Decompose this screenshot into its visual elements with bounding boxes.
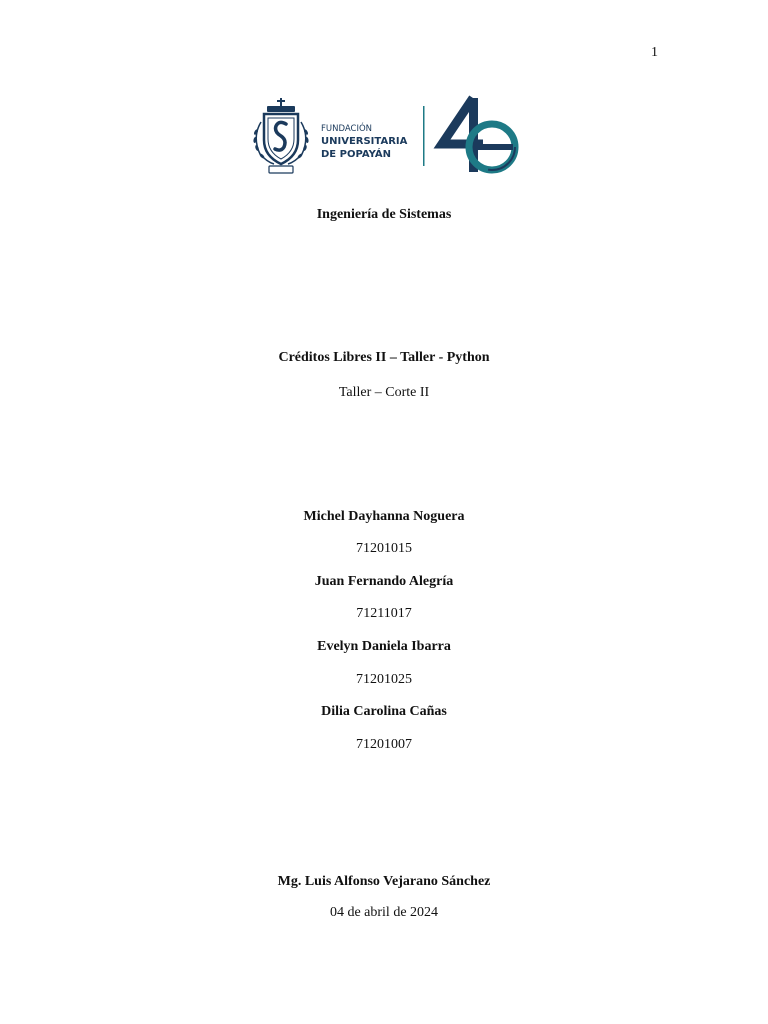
logo-divider bbox=[423, 106, 425, 166]
logo-name-line3: DE POPAYÁN bbox=[321, 149, 392, 160]
author-name: Michel Dayhanna Noguera bbox=[303, 509, 465, 524]
author-id: 71201025 bbox=[356, 672, 412, 687]
course-title: Créditos Libres II – Taller - Python bbox=[278, 350, 490, 365]
program-name: Ingeniería de Sistemas bbox=[316, 207, 452, 222]
university-logo bbox=[247, 92, 522, 180]
author-name: Dilia Carolina Cañas bbox=[321, 704, 447, 719]
author-id: 71201007 bbox=[356, 737, 412, 752]
author-id: 71201015 bbox=[356, 541, 412, 556]
author-id: 71211017 bbox=[356, 606, 412, 621]
workshop-subtitle: Taller – Corte II bbox=[338, 385, 430, 400]
author-name: Evelyn Daniela Ibarra bbox=[317, 639, 451, 654]
anniversary-40-icon bbox=[442, 98, 515, 172]
university-seal-icon bbox=[253, 98, 309, 173]
professor-name: Mg. Luis Alfonso Vejarano Sánchez bbox=[277, 874, 491, 889]
page-number: 1 bbox=[651, 45, 658, 60]
logo-name-line2: UNIVERSITARIA bbox=[321, 136, 408, 147]
document-date: 04 de abril de 2024 bbox=[329, 905, 439, 920]
logo-name-line1: FUNDACIÓN bbox=[321, 124, 373, 134]
author-name: Juan Fernando Alegría bbox=[314, 574, 454, 589]
